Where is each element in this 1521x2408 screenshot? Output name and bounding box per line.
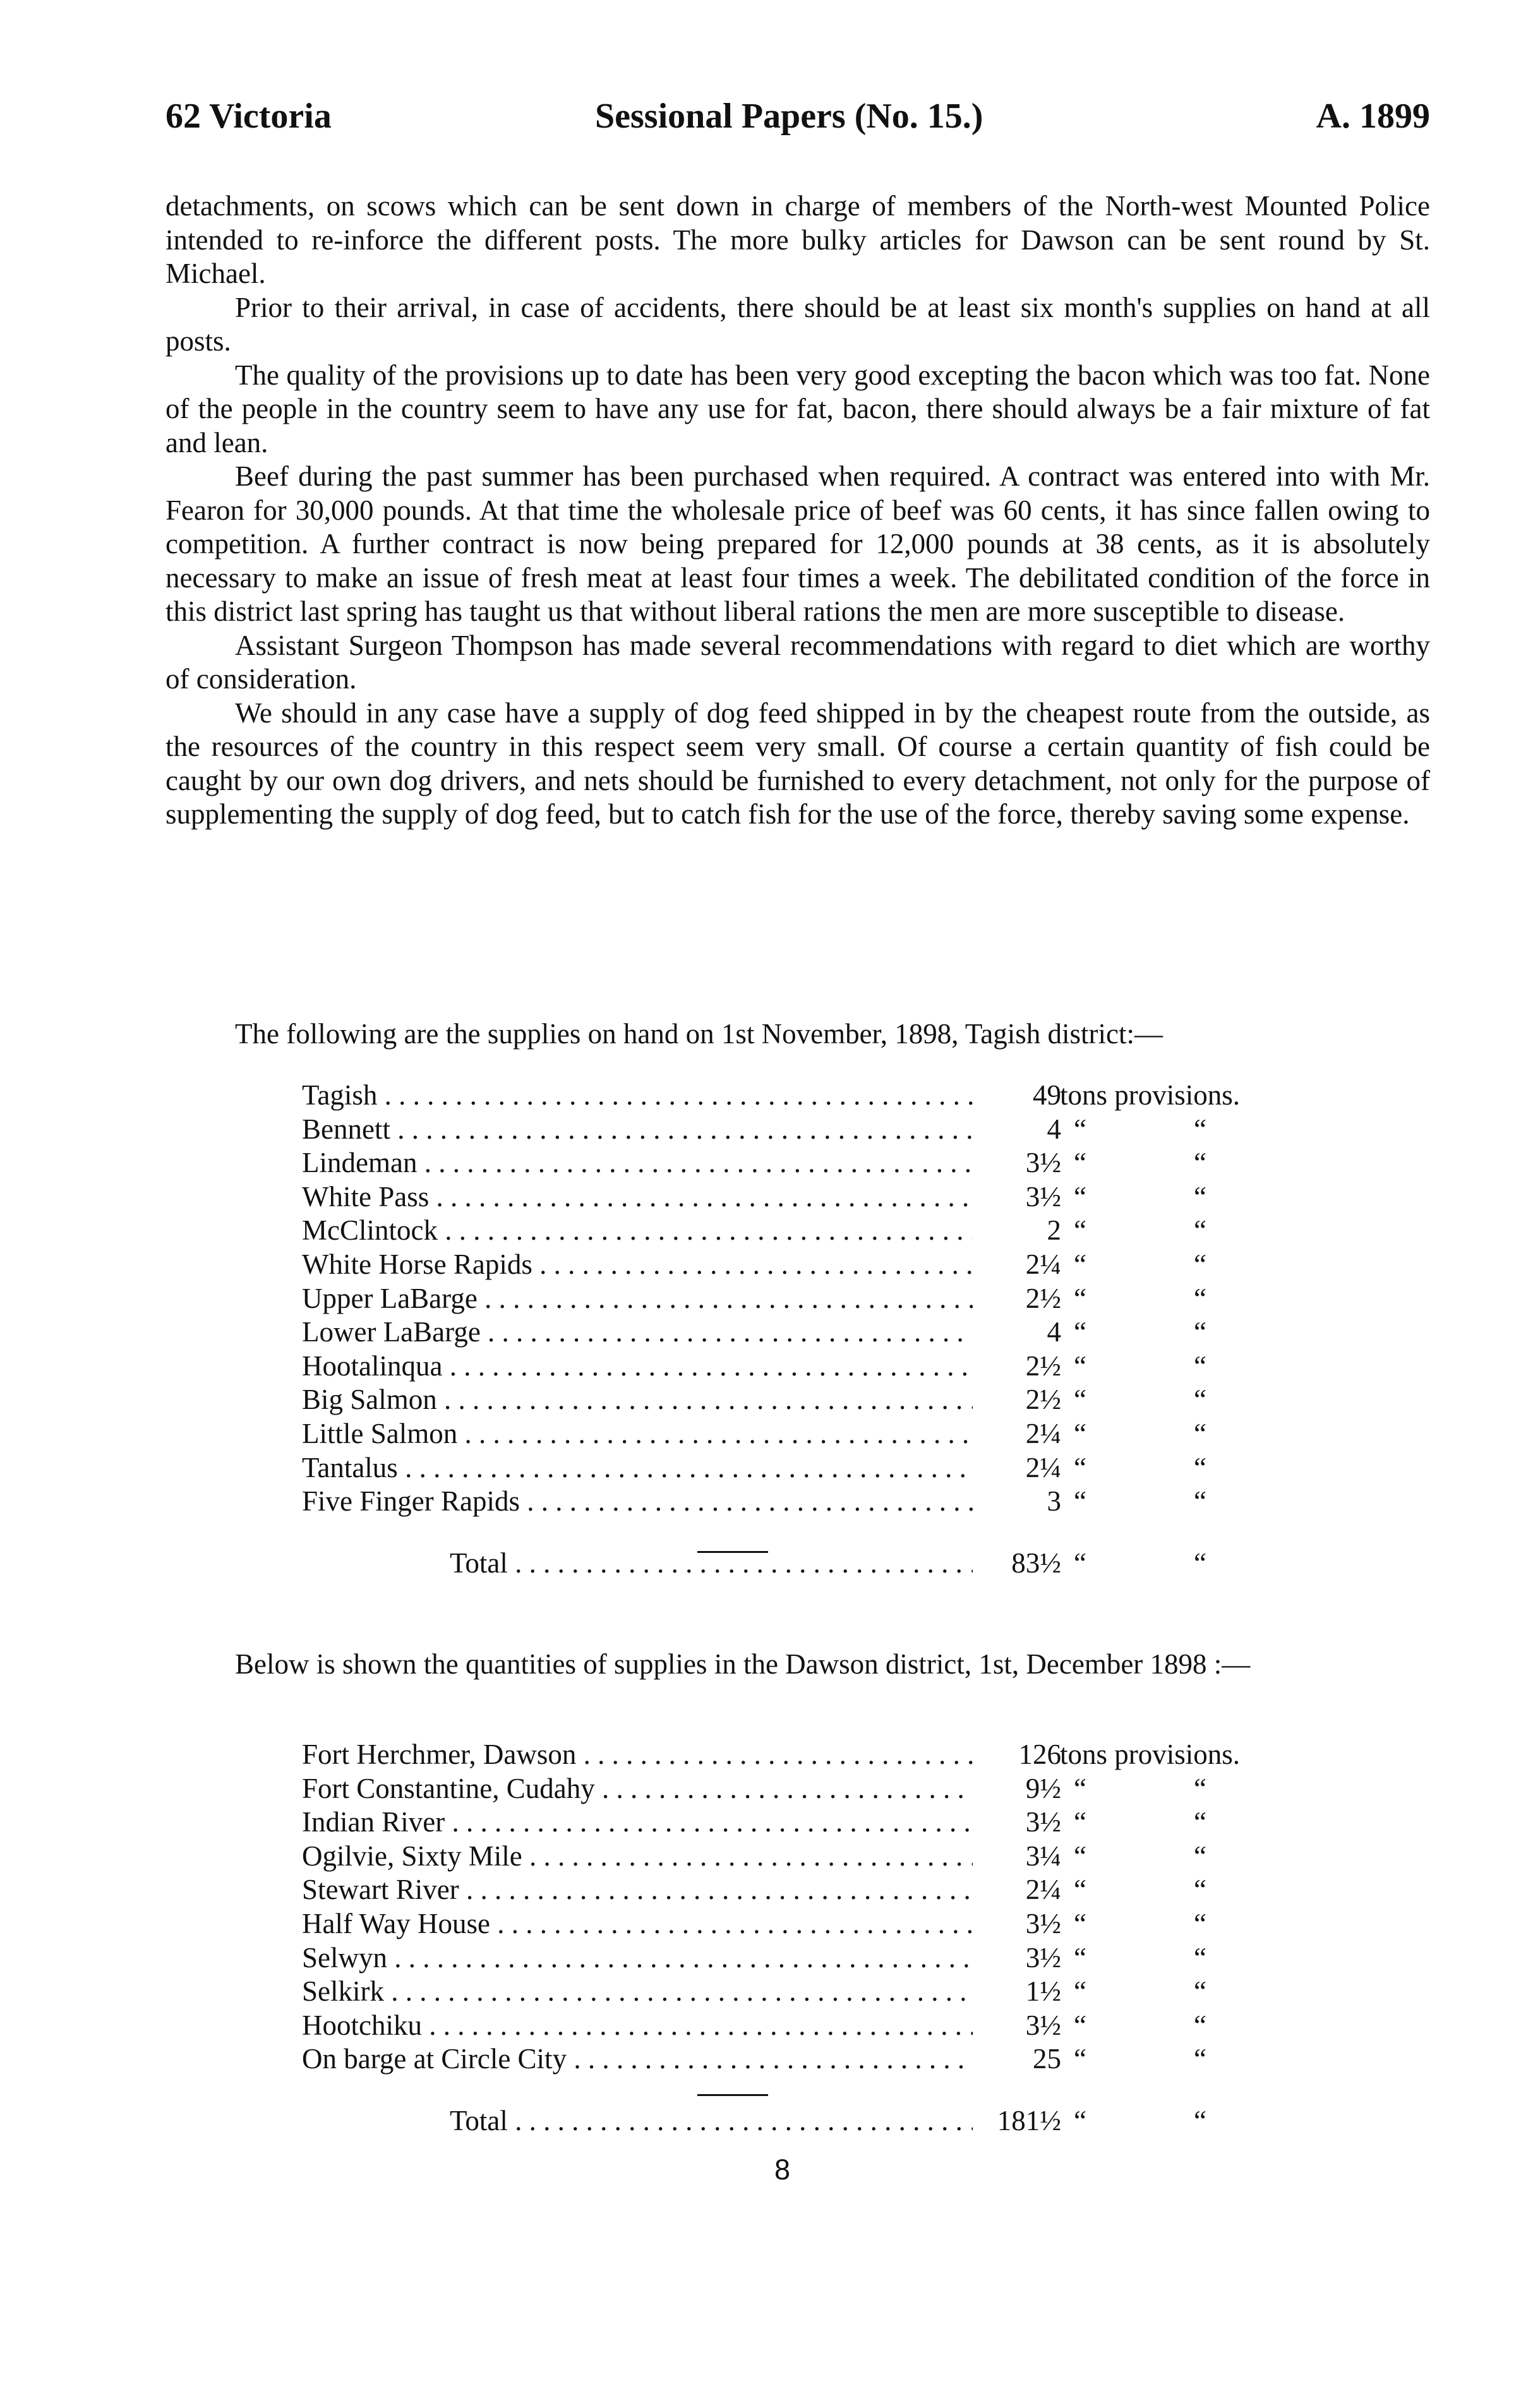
ditto-mark: “: [1074, 1907, 1086, 1939]
place-name: Big Salmon . . .: [302, 1383, 973, 1417]
place-name: Indian River . . .: [302, 1806, 973, 1840]
place-name: Selkirk . . .: [302, 1975, 973, 2009]
ditto-mark: “: [1074, 1282, 1086, 1314]
quantity: 2¼: [1025, 1451, 1061, 1483]
place-name: White Horse Rapids . . .: [302, 1248, 973, 1282]
place-name: Hootalinqua . . .: [302, 1350, 973, 1384]
dawson-total-rule: [697, 2094, 768, 2096]
ditto-mark: “: [1194, 1451, 1206, 1483]
table-row: [302, 1840, 1287, 1874]
total-label: Total . . .: [450, 1547, 973, 1581]
ditto-mark: “: [1074, 1451, 1086, 1483]
tagish-intro: The following are the supplies on hand on 1st November, 1898, Tagish district:—: [235, 1018, 1163, 1050]
ditto-mark: “: [1074, 1350, 1086, 1382]
quantity: 3½: [1025, 1907, 1061, 1939]
ditto-mark: “: [1194, 1941, 1206, 1974]
table-row: [302, 1907, 1287, 1941]
quantity: 25: [1033, 2043, 1061, 2075]
place-name: Upper LaBarge . . .: [302, 1282, 973, 1316]
dawson-supplies-table: [302, 1738, 1287, 2138]
place-name: Selwyn . . .: [302, 1941, 973, 1975]
place-name: White Pass . . .: [302, 1180, 973, 1214]
quantity: 3½: [1025, 1147, 1061, 1179]
place-name: Ogilvie, Sixty Mile . . .: [302, 1840, 973, 1874]
table-row: [302, 1451, 1287, 1485]
unit-label: tons provisions.: [1060, 1739, 1241, 1770]
quantity: 3: [1047, 1485, 1061, 1518]
ditto-mark: “: [1194, 1350, 1206, 1382]
place-name: Tantalus . . .: [302, 1451, 973, 1485]
quantity: 3¼: [1025, 1840, 1061, 1872]
ditto-mark: “: [1194, 1485, 1206, 1518]
table-row: [302, 1350, 1287, 1384]
ditto-mark: “: [1074, 1975, 1086, 2008]
quantity: 2: [1047, 1214, 1061, 1247]
place-name: Half Way House . . .: [302, 1907, 973, 1941]
table-row: [302, 1315, 1287, 1350]
total-quantity: 83½: [1011, 1547, 1061, 1579]
ditto-mark: “: [1074, 1874, 1086, 1906]
table-row: [302, 1383, 1287, 1417]
place-name: On barge at Circle City . . .: [302, 2042, 973, 2076]
table-row: [302, 1146, 1287, 1180]
table-row: [302, 1214, 1287, 1248]
ditto-mark: “: [1074, 1384, 1086, 1416]
total-row: [302, 2104, 1287, 2138]
paragraph-supplies: Prior to their arrival, in case of accidents, there should be at least six month's supplies on hand at all posts.: [165, 291, 1430, 357]
ditto-mark: “: [1074, 2009, 1086, 2041]
quantity: 3½: [1025, 1941, 1061, 1974]
ditto-mark: “: [1074, 1113, 1086, 1145]
quantity: 1½: [1025, 1975, 1061, 2008]
ditto-mark: “: [1074, 1806, 1086, 1838]
unit-label: tons provisions.: [1060, 1079, 1241, 1111]
quantity: 2¼: [1025, 1248, 1061, 1280]
place-name: Lower LaBarge . . .: [302, 1315, 973, 1350]
table-row: [302, 1485, 1287, 1519]
paragraph-beef: Beef during the past summer has been purchased when required. A contract was entered into with Mr. Fearon for 30,000 pounds. At that time the wholesale price of beef was 60 cents, it has since fallen owing to competition. A further contract is now being prepared for 12,000 pounds at 38 cents, as it is absolutely necessary to make an issue of fresh meat at least four times a week. The debilitated condition of the force in this district last spring has taught us that without liberal rations the men are more susceptible to disease.: [165, 460, 1430, 627]
quantity: 3½: [1025, 1180, 1061, 1213]
ditto-mark: “: [1074, 1316, 1086, 1348]
ditto-mark: “: [1194, 1316, 1206, 1348]
table-row: [302, 2009, 1287, 2043]
table-row: [302, 1417, 1287, 1451]
table-row: [302, 1113, 1287, 1147]
place-name: Hootchiku . . .: [302, 2009, 973, 2043]
header-title: Sessional Papers (No. 15.): [595, 97, 983, 136]
place-name: Lindeman . . .: [302, 1146, 973, 1180]
table-row: [302, 1738, 1287, 1772]
ditto-mark: “: [1074, 2043, 1086, 2075]
table-row: [302, 1941, 1287, 1975]
table-row: [302, 1806, 1287, 1840]
ditto-mark: “: [1194, 2009, 1206, 2041]
table-row: [302, 1079, 1287, 1113]
place-name: Five Finger Rapids . . .: [302, 1485, 973, 1519]
report-body: [165, 189, 1430, 832]
ditto-mark: “: [1194, 2043, 1206, 2075]
quantity: 3½: [1025, 1806, 1061, 1838]
quantity: 2¼: [1025, 1417, 1061, 1449]
ditto-mark: “: [1194, 1282, 1206, 1314]
quantity: 4: [1047, 1113, 1061, 1145]
total-row: [302, 1547, 1287, 1581]
ditto-mark: “: [1074, 2104, 1086, 2136]
ditto-mark: “: [1194, 1547, 1206, 1579]
ditto-mark: “: [1194, 1180, 1206, 1213]
ditto-mark: “: [1194, 1214, 1206, 1247]
tagish-total-rule: [697, 1551, 768, 1553]
ditto-mark: “: [1194, 1248, 1206, 1280]
paragraph-surgeon: Assistant Surgeon Thompson has made several recommendations with regard to diet which are worthy of consideration.: [165, 629, 1430, 695]
ditto-mark: “: [1194, 1975, 1206, 2008]
total-quantity: 181½: [997, 2104, 1061, 2136]
ditto-mark: “: [1194, 1907, 1206, 1939]
ditto-mark: “: [1074, 1147, 1086, 1179]
quantity: 4: [1047, 1316, 1061, 1348]
quantity: 2½: [1025, 1350, 1061, 1382]
total-label: Total . . .: [450, 2104, 973, 2138]
place-name: Stewart River . . .: [302, 1873, 973, 1907]
place-name: Fort Constantine, Cudahy . . .: [302, 1772, 973, 1806]
table-row: [302, 1248, 1287, 1282]
ditto-mark: “: [1074, 1840, 1086, 1872]
ditto-mark: “: [1194, 1147, 1206, 1179]
ditto-mark: “: [1194, 1806, 1206, 1838]
ditto-mark: “: [1074, 1214, 1086, 1247]
place-name: Little Salmon . . .: [302, 1417, 973, 1451]
ditto-mark: “: [1074, 1941, 1086, 1974]
page-header: [165, 96, 1430, 147]
ditto-mark: “: [1194, 1840, 1206, 1872]
paragraph-quality: The quality of the provisions up to date has been very good excepting the bacon which was too fat. None of the people in the country seem to have any use for fat, bacon, there should always be a fair mixture of fat and lean.: [165, 359, 1430, 458]
ditto-mark: “: [1074, 1772, 1086, 1804]
tagish-supplies-table: [302, 1079, 1287, 1580]
ditto-mark: “: [1074, 1547, 1086, 1579]
quantity: 2¼: [1025, 1874, 1061, 1906]
ditto-mark: “: [1194, 1772, 1206, 1804]
quantity: 3½: [1025, 2009, 1061, 2041]
ditto-mark: “: [1194, 1417, 1206, 1449]
quantity: 2½: [1025, 1282, 1061, 1314]
table-row: [302, 1282, 1287, 1316]
quantity: 49: [1033, 1079, 1061, 1111]
ditto-mark: “: [1074, 1248, 1086, 1280]
paragraph-dog-feed: We should in any case have a supply of dog feed shipped in by the cheapest route from the outside, as the resources of the country in this respect seem very small. Of course a certain quantity of fish could be caught by our own dog drivers, and nets should be furnished to every detachment, not only for the purpose of supplementing the supply of dog feed, but to catch fish for the use of the force, thereby saving some expense.: [165, 697, 1430, 830]
table-row: [302, 1873, 1287, 1907]
page-number: 8: [774, 2153, 791, 2186]
ditto-mark: “: [1194, 1384, 1206, 1416]
table-row: [302, 2042, 1287, 2076]
place-name: Fort Herchmer, Dawson . . .: [302, 1738, 973, 1772]
place-name: Tagish . . .: [302, 1079, 973, 1113]
quantity: 2½: [1025, 1384, 1061, 1416]
ditto-mark: “: [1194, 1113, 1206, 1145]
place-name: Bennett . . .: [302, 1113, 973, 1147]
table-row: [302, 1772, 1287, 1806]
ditto-mark: “: [1074, 1485, 1086, 1518]
table-row: [302, 1180, 1287, 1214]
ditto-mark: “: [1194, 2104, 1206, 2136]
dawson-intro: Below is shown the quantities of supplies in the Dawson district, 1st, December 1898 :—: [235, 1648, 1251, 1680]
quantity: 126: [1018, 1739, 1061, 1770]
header-session: 62 Victoria: [165, 97, 332, 136]
quantity: 9½: [1025, 1772, 1061, 1804]
table-row: [302, 1975, 1287, 2009]
ditto-mark: “: [1074, 1180, 1086, 1213]
header-year: A. 1899: [1316, 97, 1430, 136]
ditto-mark: “: [1194, 1874, 1206, 1906]
paragraph-detachments: detachments, on scows which can be sent down in charge of members of the North-west Mounted Police intended to re-inforce the different posts. The more bulky articles for Dawson can be sent round by St. Michael.: [165, 190, 1430, 289]
place-name: McClintock . . .: [302, 1214, 973, 1248]
ditto-mark: “: [1074, 1417, 1086, 1449]
